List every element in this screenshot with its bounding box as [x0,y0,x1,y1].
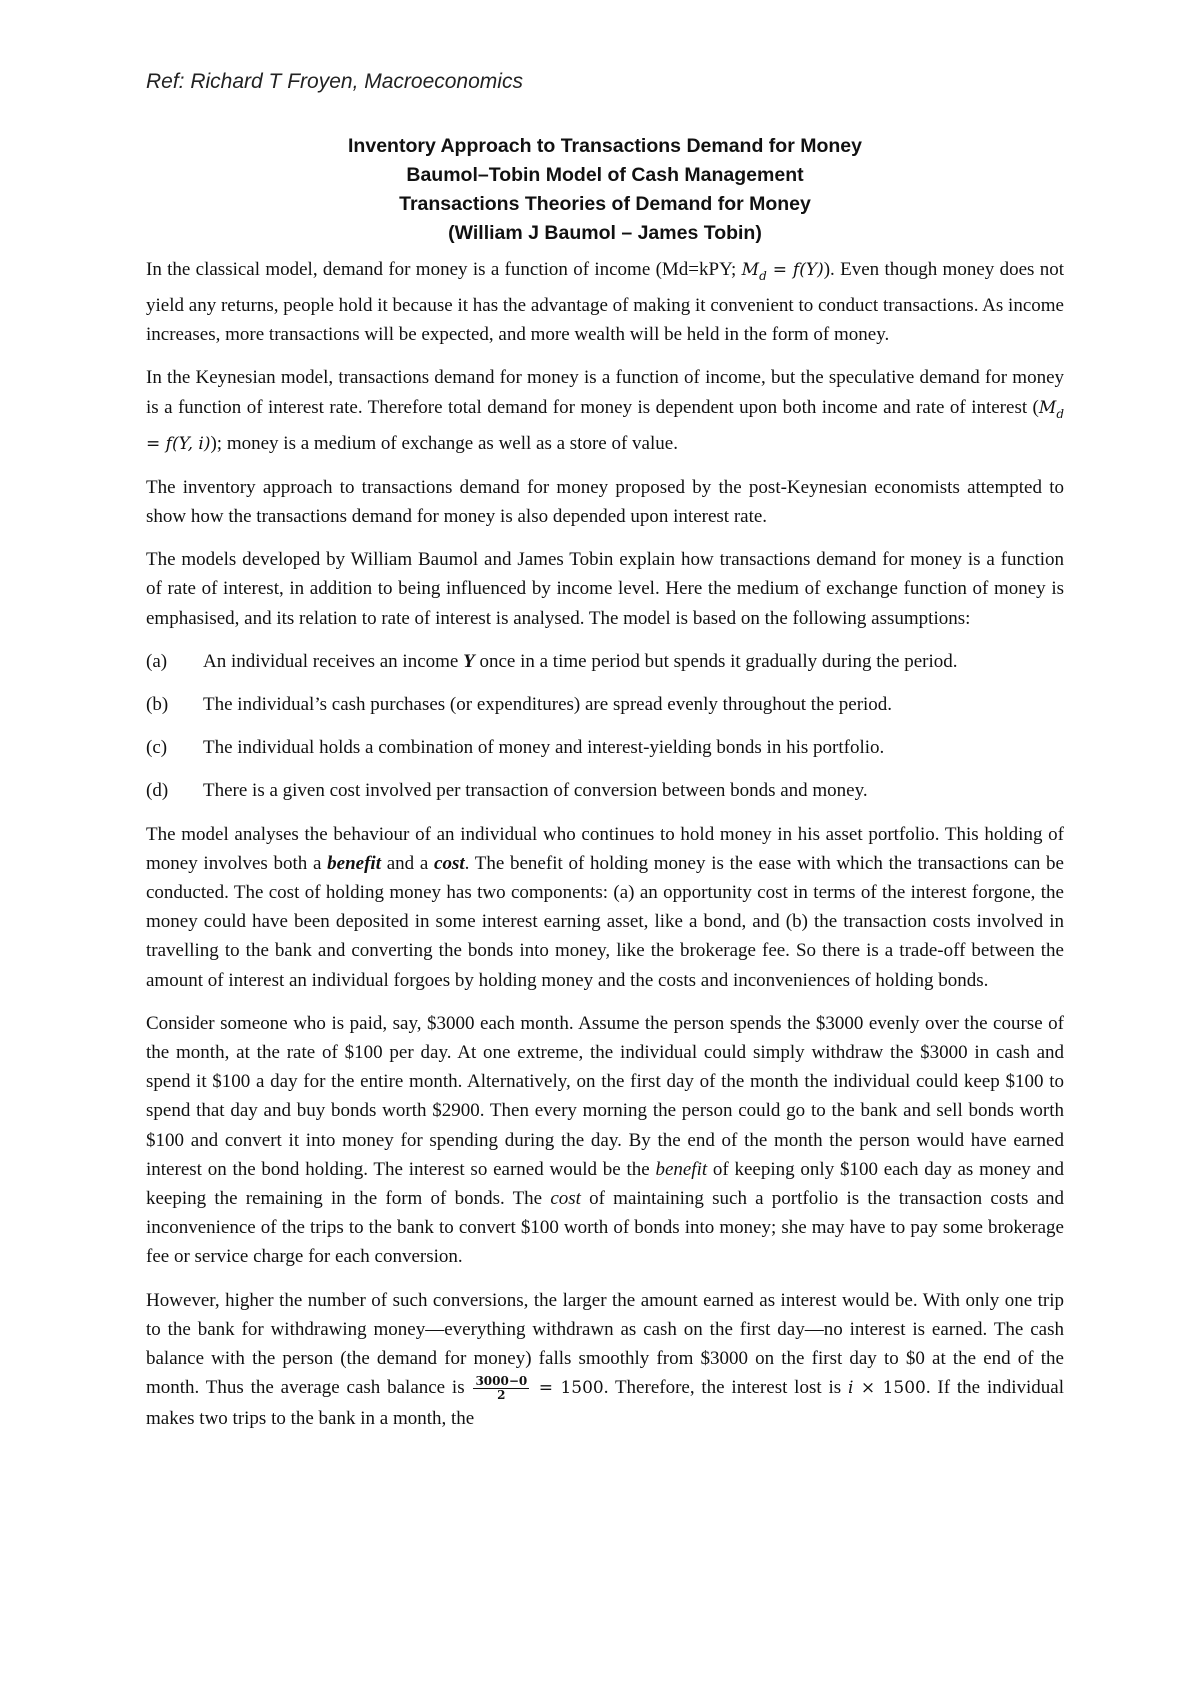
body-text [146,255,1064,1447]
subtitle-2: Transactions Theories of Demand for Money [399,193,811,215]
reference-line: Ref: Richard T Froyen, Macroeconomics [146,70,523,93]
paragraph-conversions: However, higher the number of such conversions, the larger the amount earned as interest would be. With only one trip to the bank for withdrawing money—everything withdrawn as cash on the first day—no interest is earned. The cash balance with the person (the demand for money) falls smoothly from $3000 on the first day to $0 at the end of the month. Thus the average cash balance is $\frac{3000-0}{2}$ = 1500. Therefore, the interest lost is i × 1500. If the individual makes two trips to the bank in a month, the [146,1289,1064,1429]
paragraph-models: The models developed by William Baumol and James Tobin explain how transactions demand for money is a function of rate of interest, in addition to being influenced by income level. Here the medium of exchange function of money is emphasised, and its relation to rate of interest is analysed. The model is based on the following assumptions: [146,549,1064,629]
subtitle-1: Baumol–Tobin Model of Cash Management [406,164,804,186]
paragraph-inventory: The inventory approach to transactions demand for money proposed by the post-Keynesian economists attempted to show how the transactions demand for money is also depended upon interest rate. [146,476,1064,528]
assumption-d: (d) There is a given cost involved per transaction of conversion between bonds and money. [146,780,868,802]
assumption-b: (b) The individual’s cash purchases (or expenditures) are spread evenly throughout the period. [146,694,893,716]
paragraph-example: Consider someone who is paid, say, $3000 each month. Assume the person spends the $3000 evenly over the course of the month, at the rate of $100 per day. At one extreme, the individual could simply withdraw the $3000 in cash and spend it $100 a day for the entire month. Alternatively, on the first day of the month the individual could keep $100 to spend that day and buy bonds worth $2900. Then every morning the person could go to the bank and sell bonds worth $100 and convert it into money for spending during the day. By the end of the month the person would have earned interest on the bond holding. The interest so earned would be the benefit of keeping only $100 each day as money and keeping the remaining in the form of bonds. The cost of maintaining such a portfolio is the transaction costs and inconvenience of the trips to the bank to convert $100 worth of bonds into money; she may have to pay some brokerage fee or service charge for each conversion. [146,1012,1064,1268]
paragraph-benefit-cost: The model analyses the behaviour of an individual who continues to hold money in his asset portfolio. This holding of money involves both a benefit and a cost. The benefit of holding money is the ease with which the transactions can be conducted. The cost of holding money has two components: (a) an opportunity cost in terms of the interest forgone, the money could have been deposited in some interest earning asset, like a bond, and (b) the transaction costs involved in travelling to the bank and converting the bonds into money, like the brokerage fee. So there is a trade-off between the amount of interest an individual forgoes by holding money and the costs and inconveniences of holding bonds. [146,823,1064,991]
paragraph-classical: In the classical model, demand for money is a function of income (Md=kPY; $M_d = f(Y)$). Even though money does not yield any returns, people hold it because it has the advantage of making it convenient to conduct transactions. As income increases, more transactions will be expected, and more wealth will be held in the form of money. [146,259,1064,346]
average-fraction: $\frac{3000-0}{2}$ [475,1374,528,1403]
paragraph-keynesian: In the Keynesian model, transactions demand for money is a function of income, but the speculative demand for money is a function of interest rate. Therefore total demand for money is dependent upon both income and rate of interest ($M_d = f(Y$, i)); money is a medium of exchange as well as a store of value. [146,367,1064,454]
main-title: Inventory Approach to Transactions Demand for Money [348,135,862,157]
assumption-a: (a) An individual receives an income Y once in a time period but spends it gradually during the period. [146,650,958,672]
assumption-c: (c) The individual holds a combination of money and interest-yielding bonds in his portfolio. [146,737,885,759]
assumptions-list [146,647,1064,806]
title-block [146,132,1064,248]
subtitle-authors: (William J Baumol – James Tobin) [448,222,762,244]
